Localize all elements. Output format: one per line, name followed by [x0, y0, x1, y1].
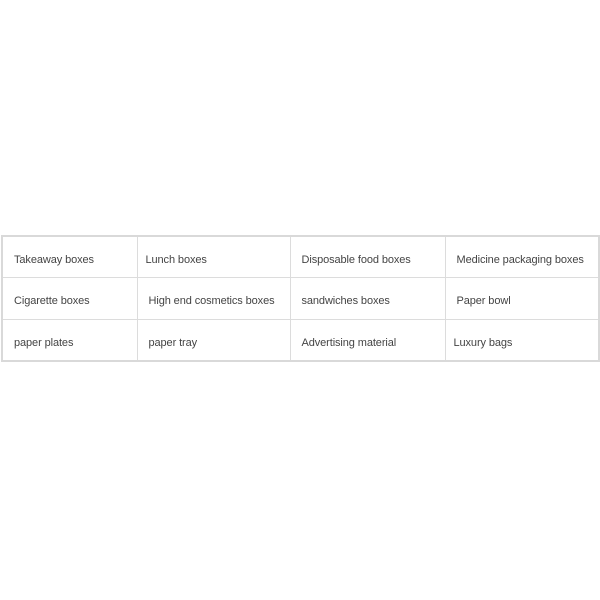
table-row: [2, 319, 599, 361]
table-cell: Disposable food boxes: [290, 236, 445, 278]
table-cell: Luxury bags: [445, 319, 599, 361]
table-cell: Advertising material: [290, 319, 445, 361]
table-cell: paper plates: [2, 319, 137, 361]
table-cell: Paper bowl: [445, 278, 599, 320]
table-cell: sandwiches boxes: [290, 278, 445, 320]
table-cell: High end cosmetics boxes: [137, 278, 290, 320]
table-cell: Cigarette boxes: [2, 278, 137, 320]
table-cell: paper tray: [137, 319, 290, 361]
table-row: [2, 236, 599, 278]
product-category-table: [1, 235, 600, 362]
table-cell: Lunch boxes: [137, 236, 290, 278]
table-row: [2, 278, 599, 320]
table-cell: Medicine packaging boxes: [445, 236, 599, 278]
table-cell: Takeaway boxes: [2, 236, 137, 278]
